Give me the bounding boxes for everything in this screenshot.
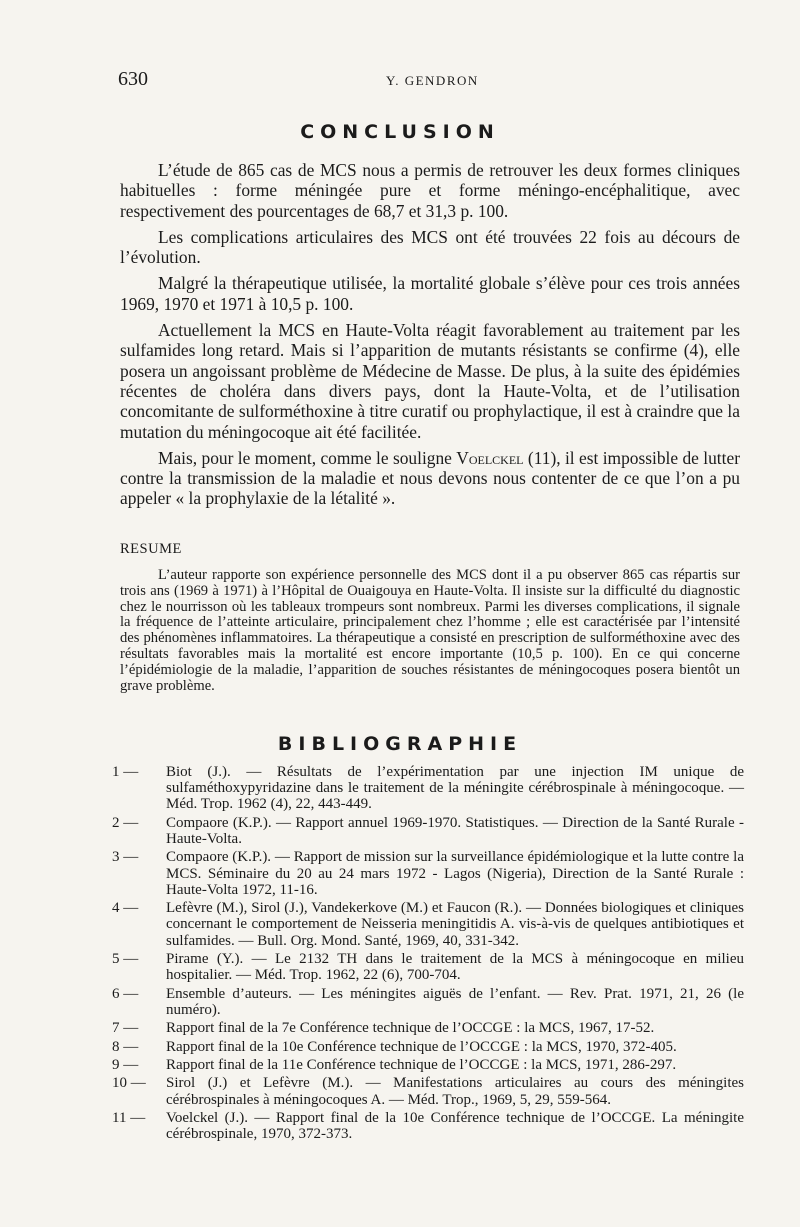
bibliography-entry: [112, 815, 744, 847]
final-paragraph-end: (11), il est impossible de lutter contre la transmission de la maladie et nous devons nous contenter de ce que l’on a pu appeler « la prophylaxie de la létalité ».: [120, 447, 740, 509]
bibliography-entry-number: 5 —: [112, 950, 139, 967]
running-head: Y. GENDRON: [386, 73, 479, 88]
conclusion-heading: CONCLUSION: [300, 121, 500, 143]
bibliography-entry-number: 11 —: [112, 1109, 146, 1126]
conclusion-paragraph-final: [120, 448, 740, 509]
bibliography-entry: [112, 1075, 744, 1107]
bibliography-entry-number: 8 —: [112, 1038, 139, 1055]
bibliography-entry-number: 6 —: [112, 985, 139, 1002]
bibliography-entry-number: 9 —: [112, 1056, 139, 1073]
bibliography-entry-text: Rapport final de la 7e Conférence technique de l’OCCGE : la MCS, 1967, 17-52.: [166, 1020, 655, 1037]
bibliography-entry-number: 7 —: [112, 1020, 139, 1037]
resume-heading: RESUME: [120, 541, 182, 557]
bibliography-entry-text: Voelckel (J.). — Rapport final de la 10e Conférence technique de l’OCCGE. La méningite cérébrospinale, 1970, 372-373.: [166, 1109, 744, 1143]
bibliography-entry-number: 2 —: [112, 814, 139, 831]
bibliography-entry: [112, 1057, 744, 1073]
page-header: [118, 68, 740, 92]
bibliography-entry-text: Pirame (Y.). — Le 2132 TH dans le traitement de la MCS à méningocoque en milieu hospitalier. — Méd. Trop. 1962, 22 (6), 700-704.: [166, 950, 744, 984]
bibliography-entry-text: Lefèvre (M.), Sirol (J.), Vandekerkove (M.) et Faucon (R.). — Données biologiques et cliniques concernant le comportement de Neisseria meningitidis A. vis-à-vis de quelques antibiotiques et sulfamides. — Bull. Org. Mond. Santé, 1969, 40, 331-342.: [166, 900, 744, 949]
cited-author: Voelckel: [456, 447, 524, 468]
bibliography-entry-number: 4 —: [112, 900, 139, 917]
bibliography-entry-text: Ensemble d’auteurs. — Les méningites aiguës de l’enfant. — Rev. Prat. 1971, 21, 26 (le numéro).: [166, 985, 744, 1018]
bibliography-entry-number: 3 —: [112, 849, 139, 866]
bibliography-entry: [112, 849, 744, 898]
conclusion-paragraph: Les complications articulaires des MCS ont été trouvées 22 fois au décours de l’évolution.: [120, 226, 740, 268]
bibliography-entry-number: 10 —: [112, 1075, 146, 1092]
resume-paragraph: L’auteur rapporte son expérience personnelle des MCS dont il a pu observer 865 cas répartis sur trois ans (1969 à 1971) à l’Hôpital de Ouaigouya en Haute-Volta. Il insiste sur la difficulté du diagnostic chez le nourrisson où les tableaux trompeurs sont nombreux. Parmi les diverses complications, il signale la fréquence de l’atteinte articulaire, principalement chez l’homme ; elle est caractérisée par l’intensité des phénomènes inflammatoires. La thérapeutique a consisté en prescription de sulforméthoxine avec des résultats favorables mais la mortalité est encore importante (10,5 p. 100). En ce qui concerne l’épidémiologie de la maladie, l’apparition de souches résistantes de méningocoques posera bientôt un grave problème.: [120, 567, 740, 694]
bibliography-entry: [112, 1039, 744, 1055]
conclusion-paragraph: L’étude de 865 cas de MCS nous a permis de retrouver les deux formes cliniques habituelles : forme méningée pure et forme méningo-encéphalitique, avec respectivement des pourcentages de 68,7 et 31,3 p. 100.: [120, 160, 740, 221]
conclusion-paragraph: Actuellement la MCS en Haute-Volta réagit favorablement au traitement par les sulfamides long retard. Mais si l’apparition de mutants résistants se confirme (4), elle posera un angoissant problème de Médecine de Masse. De plus, à la suite des épidémies récentes de choléra dans divers pays, dont la Haute-Volta, et de l’utilisation concomitante de sulforméthoxine à titre curatif ou prophylactique, il est à craindre que la mutation du méningocoque ait été facilitée.: [120, 320, 740, 442]
bibliography-entry-text: Compaore (K.P.). — Rapport de mission sur la surveillance épidémiologique et la lutte contre la MCS. Séminaire du 20 au 24 mars 1972 - Lagos (Nigeria), Direction de la Santé Rurale : Haute-Volta 1972, 11-16.: [166, 849, 744, 898]
bibliography-entry: [112, 986, 744, 1018]
bibliography-entry-text: Rapport final de la 10e Conférence technique de l’OCCGE : la MCS, 1970, 372-405.: [166, 1038, 677, 1055]
bibliography-list: [112, 764, 744, 1145]
bibliography-entry: [112, 1020, 744, 1036]
bibliography-entry: [112, 951, 744, 983]
bibliography-entry: [112, 1110, 744, 1142]
bibliography-entry-number: 1 —: [112, 764, 139, 780]
bibliography-heading: BIBLIOGRAPHIE: [277, 733, 523, 755]
bibliography-entry-text: Compaore (K.P.). — Rapport annuel 1969-1970. Statistiques. — Direction de la Santé Rurale - Haute-Volta.: [166, 814, 744, 847]
final-paragraph-start: Mais, pour le moment, comme le souligne: [158, 447, 457, 468]
conclusion-body: [120, 160, 740, 515]
bibliography-entry-text: Biot (J.). — Résultats de l’expérimentation par une injection IM unique de sulfaméthoxypyridazine dans le traitement de la méningite cérébrospinale à méningocoque. — Méd. Trop. 1962 (4), 22, 443-449.: [166, 764, 744, 813]
conclusion-paragraph: Malgré la thérapeutique utilisée, la mortalité globale s’élève pour ces trois années 1969, 1970 et 1971 à 10,5 p. 100.: [120, 273, 740, 314]
bibliography-entry: [112, 900, 744, 949]
resume-body: [120, 568, 740, 694]
bibliography-entry-text: Sirol (J.) et Lefèvre (M.). — Manifestations articulaires au cours des méningites cérébrospinales à méningocoques A. — Méd. Trop., 1969, 5, 29, 559-564.: [166, 1075, 744, 1108]
bibliography-entry: [112, 764, 744, 813]
bibliography-entry-text: Rapport final de la 11e Conférence technique de l’OCCGE : la MCS, 1971, 286-297.: [166, 1056, 677, 1073]
page-number: 630: [118, 68, 148, 90]
